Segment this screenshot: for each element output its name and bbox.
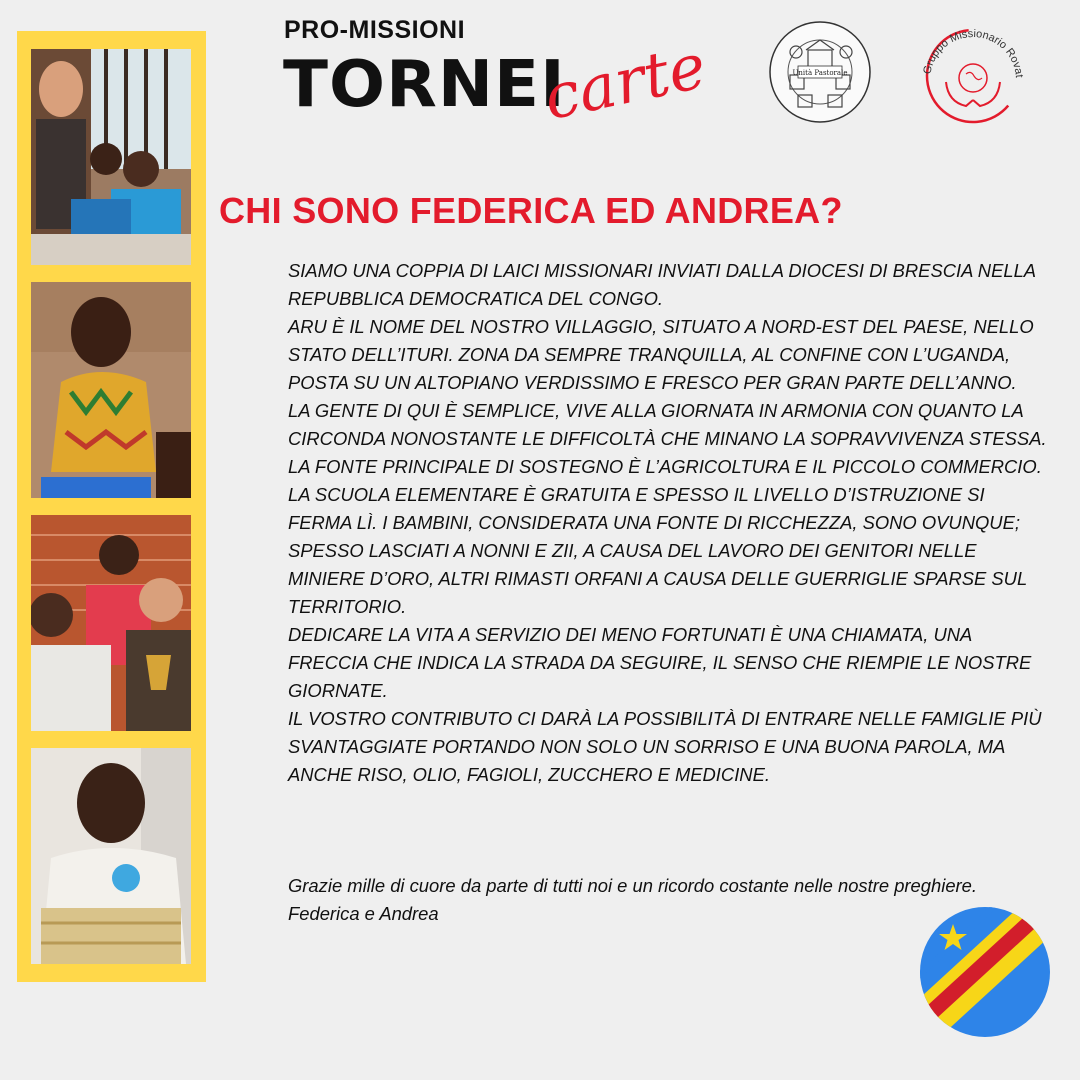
dr-congo-flag-icon [920, 907, 1050, 1037]
pre-title: PRO-MISSIONI [284, 16, 466, 44]
photo-group-smiling [31, 515, 191, 731]
signature: Federica e Andrea [288, 903, 439, 924]
closing-text [288, 872, 1028, 928]
body-paragraph: DEDICARE LA VITA A SERVIZIO DEI MENO FORTUNATI È UNA CHIAMATA, UNA FRECCIA CHE INDICA LA STRADA DA SEGUIRE, IL SENSO CHE RIEMPIE LE NOSTRE GIORNATE. [288, 624, 1032, 701]
main-title: TORNEI [283, 48, 566, 122]
script-title: carte [537, 28, 712, 135]
body-paragraph: SIAMO UNA COPPIA DI LAICI MISSIONARI INVIATI DALLA DIOCESI DI BRESCIA NELLA REPUBBLICA DEMOCRATICA DEL CONGO. [288, 260, 1036, 309]
section-heading: CHI SONO FEDERICA ED ANDREA? [219, 190, 843, 231]
thanks-text: Grazie mille di cuore da parte di tutti noi e un ricordo costante nelle nostre preghiere. [288, 875, 978, 896]
svg-text:Gruppo Missionario Rovato [916, 20, 1025, 78]
body-paragraph: IL VOSTRO CONTRIBUTO CI DARÀ LA POSSIBILITÀ DI ENTRARE NELLE FAMIGLIE PIÙ SVANTAGGIATE PORTANDO NON SOLO UN SORRISO E UNA BUONA PAROLA, MA ANCHE RISO, OLIO, FAGIOLI, ZUCCHERO E MEDICINE. [288, 708, 1042, 785]
parish-logo-text: Unità Pastorale [792, 69, 848, 77]
photo-strip [17, 31, 206, 982]
photo-smiling-girl [31, 282, 191, 498]
photo-child-with-food [31, 748, 191, 964]
body-text [288, 257, 1048, 789]
missionary-group-logo-text: Gruppo Missionario Rovat [921, 27, 1025, 79]
body-paragraph: ARU È IL NOME DEL NOSTRO VILLAGGIO, SITUATO A NORD-EST DEL PAESE, NELLO STATO DELL’ITURI. ZONA DA SEMPRE TRANQUILLA, AL CONFINE CON L’UGANDA, POSTA SU UN ALTOPIANO VERDISSIMO E FRESCO PER GRAN PARTE DELL’ANNO. [288, 316, 1034, 393]
body-paragraph: LA GENTE DI QUI È SEMPLICE, VIVE ALLA GIORNATA IN ARMONIA CON QUANTO LA CIRCONDA NONOSTANTE LE DIFFICOLTÀ CHE MINANO LA SOPRAVVIVENZA STESSA. LA FONTE PRINCIPALE DI SOSTEGNO È L’AGRICOLTURA E IL PICCOLO COMMERCIO. LA SCUOLA ELEMENTARE È GRATUITA E SPESSO IL LIVELLO D’ISTRUZIONE SI FERMA LÌ. I BAMBINI, CONSIDERATA UNA FONTE DI RICCHEZZA, SONO OVUNQUE; SPESSO LASCIATI A NONNI E ZII, A CAUSA DEL LAVORO DEI GENITORI NELLE MINIERE D’ORO, ALTRI RIMASTI ORFANI A CAUSA DELLE GUERRIGLIE SPARSE SUL TERRITORIO. [288, 400, 1047, 617]
photo-woman-with-children [31, 49, 191, 265]
parish-logo [768, 20, 872, 124]
missionary-group-logo [916, 20, 1030, 128]
